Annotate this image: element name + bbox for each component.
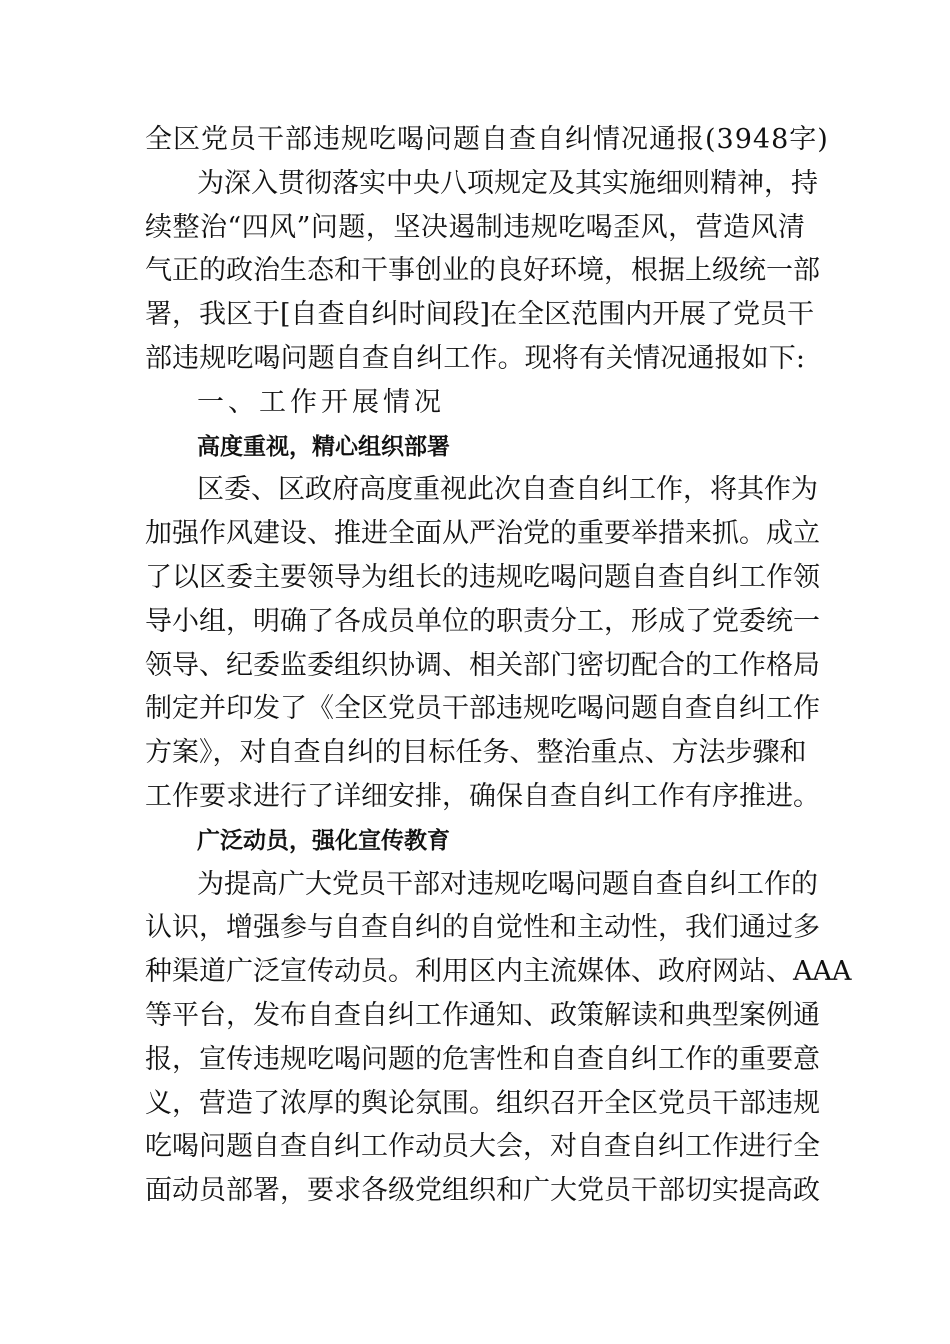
paragraph-line: 为提高广大党员干部对违规吃喝问题自查自纠工作的	[197, 868, 818, 900]
paragraph-line: 加强作风建设、推进全面从严治党的重要举措来抓。成立	[145, 518, 820, 550]
paragraph-line: 制定并印发了《全区党员干部违规吃喝问题自查自纠工作	[145, 693, 820, 725]
section-subheading: 广泛动员，强化宣传教育	[197, 826, 450, 854]
paragraph-line: 方案》，对自查自纠的目标任务、整治重点、方法步骤和	[145, 737, 807, 769]
paragraph-line: 吃喝问题自查自纠工作动员大会，对自查自纠工作进行全	[145, 1131, 820, 1163]
paragraph-line: 了以区委主要领导为组长的违规吃喝问题自查自纠工作领	[145, 561, 820, 593]
document-title: 全区党员干部违规吃喝问题自查自纠情况通报(3948字)	[145, 124, 829, 155]
paragraph-line: 认识，增强参与自查自纠的自觉性和主动性，我们通过多	[145, 912, 820, 944]
paragraph-line: 为深入贯彻落实中央八项规定及其实施细则精神，持	[197, 167, 818, 199]
paragraph-line: 导小组，明确了各成员单位的职责分工，形成了党委统一	[145, 605, 820, 637]
paragraph-line: 气正的政治生态和干事创业的良好环境，根据上级统一部	[145, 255, 820, 287]
section-heading: 一、工作开展情况	[197, 386, 445, 418]
paragraph-line: 种渠道广泛宣传动员。利用区内主流媒体、政府网站、AAA	[145, 956, 852, 988]
paragraph-line: 等平台，发布自查自纠工作通知、政策解读和典型案例通	[145, 999, 820, 1031]
paragraph-line: 续整治“四风”问题，坚决遏制违规吃喝歪风，营造风清	[145, 211, 805, 243]
paragraph-line: 领导、纪委监委组织协调、相关部门密切配合的工作格局	[145, 649, 820, 681]
paragraph-line: 工作要求进行了详细安排，确保自查自纠工作有序推进。	[145, 780, 820, 812]
document-page	[145, 118, 852, 1213]
section-subheading: 高度重视，精心组织部署	[197, 432, 450, 460]
paragraph-line: 义，营造了浓厚的舆论氛围。组织召开全区党员干部违规	[145, 1087, 820, 1119]
paragraph-line: 区委、区政府高度重视此次自查自纠工作，将其作为	[197, 474, 818, 506]
paragraph-line: 部违规吃喝问题自查自纠工作。现将有关情况通报如下:	[145, 342, 805, 374]
paragraph-line: 面动员部署，要求各级党组织和广大党员干部切实提高政	[145, 1175, 820, 1207]
paragraph-line: 署，我区于[自查自纠时间段]在全区范围内开展了党员干	[145, 299, 815, 331]
paragraph-line: 报，宣传违规吃喝问题的危害性和自查自纠工作的重要意	[145, 1043, 820, 1075]
